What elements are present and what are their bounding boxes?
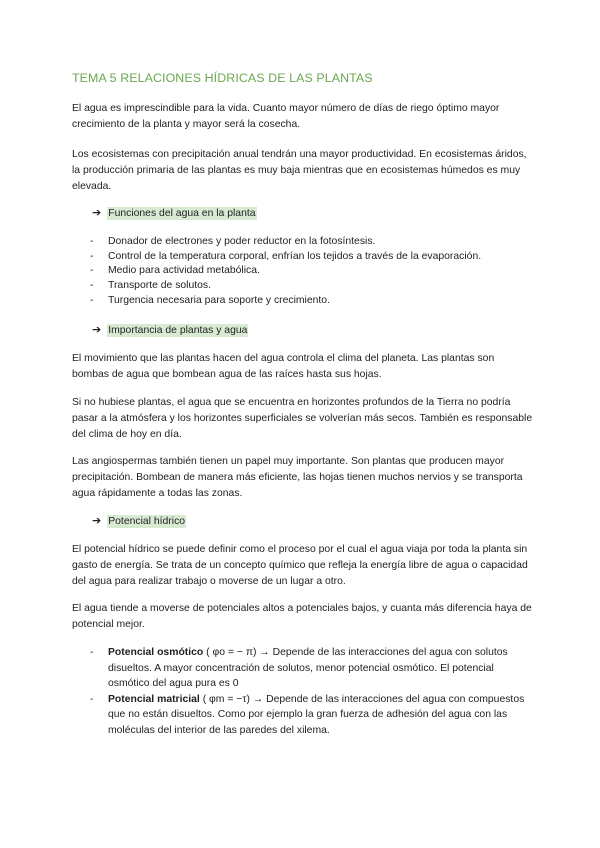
functions-list	[90, 235, 530, 309]
section-heading-importance	[92, 323, 248, 338]
section-heading-label: Importancia de plantas y agua	[108, 325, 248, 336]
list-item: - Donador de electrones y poder reductor en la fotosíntesis.	[90, 235, 530, 250]
section-heading-label: Potencial hídrico	[108, 516, 186, 527]
potential-paragraph-1: El potencial hídrico se puede definir como el proceso por el cual el agua viaja por toda la planta sin gasto de energía. Se trata de un concepto químico que refleja la energía libre de agua o capacidad del agua para realizar trabajo o moverse de un lugar a otro.	[72, 544, 528, 587]
importance-paragraph-1: El movimiento que las plantas hacen del agua controla el clima del planeta. Las plantas son bombas de agua que bombean agua de las raíces hasta sus hojas.	[72, 353, 495, 380]
importance-paragraph-2: Si no hubiese plantas, el agua que se encuentra en horizontes profundos de la Tierra no podría pasar a la atmósfera y los horizontes superficiales se volverían más secos. También es responsable del clima de hoy en día.	[72, 397, 533, 440]
section-heading-label: Funciones del agua en la planta	[108, 208, 256, 219]
importance-paragraph-3: Las angiospermas también tienen un papel muy importante. Son plantas que producen mayor precipitación. Bombean de manera más eficiente, las hojas tienen muchos nervios y se transporta agua rápidamente a todas las zonas.	[72, 456, 523, 499]
list-item: - Transporte de solutos.	[90, 279, 530, 294]
arrow-icon: ➔	[92, 515, 102, 527]
term-description: ( φm = −τ) → Depende de las interacciones del agua con compuestos que no están disueltos. Como por ejemplo la gran fuerza de adhesión del agua con las moléculas del interior de las paredes del xilema.	[108, 693, 525, 736]
list-item: - Medio para actividad metabólica.	[90, 264, 530, 279]
potentials-list	[90, 645, 530, 738]
list-item: - Control de la temperatura corporal, enfrían los tejidos a través de la evaporación.	[90, 250, 530, 265]
intro-paragraph-2: Los ecosistemas con precipitación anual tendrán una mayor productividad. En ecosistemas áridos, la producción primaria de las plantas es muy baja mientras que en ecosistemas húmedos es muy elevada.	[72, 149, 527, 192]
list-item: - Turgencia necesaria para soporte y crecimiento.	[90, 294, 530, 309]
arrow-icon: ➔	[92, 207, 102, 219]
page-title: TEMA 5 RELACIONES HÍDRICAS DE LAS PLANTAS	[72, 71, 373, 85]
arrow-icon: ➔	[92, 324, 102, 336]
section-heading-potential	[92, 514, 186, 529]
list-item	[90, 692, 530, 739]
term-description: ( φo = − π) → Depende de las interacciones del agua con solutos disueltos. A mayor concentración de solutos, menor potencial osmótico. El potencial osmótico del agua pura es 0	[108, 647, 508, 689]
section-heading-functions	[92, 206, 257, 221]
list-item	[90, 645, 530, 692]
term-label: Potencial matricial	[108, 693, 200, 705]
potential-paragraph-2: El agua tiende a moverse de potenciales altos a potenciales bajos, y cuanta más diferencia haya de potencial mejor.	[72, 603, 532, 630]
term-label: Potencial osmótico	[108, 647, 204, 658]
intro-paragraph-1: El agua es imprescindible para la vida. Cuanto mayor número de días de riego óptimo mayor crecimiento de la planta y mayor será la cosecha.	[72, 103, 500, 130]
